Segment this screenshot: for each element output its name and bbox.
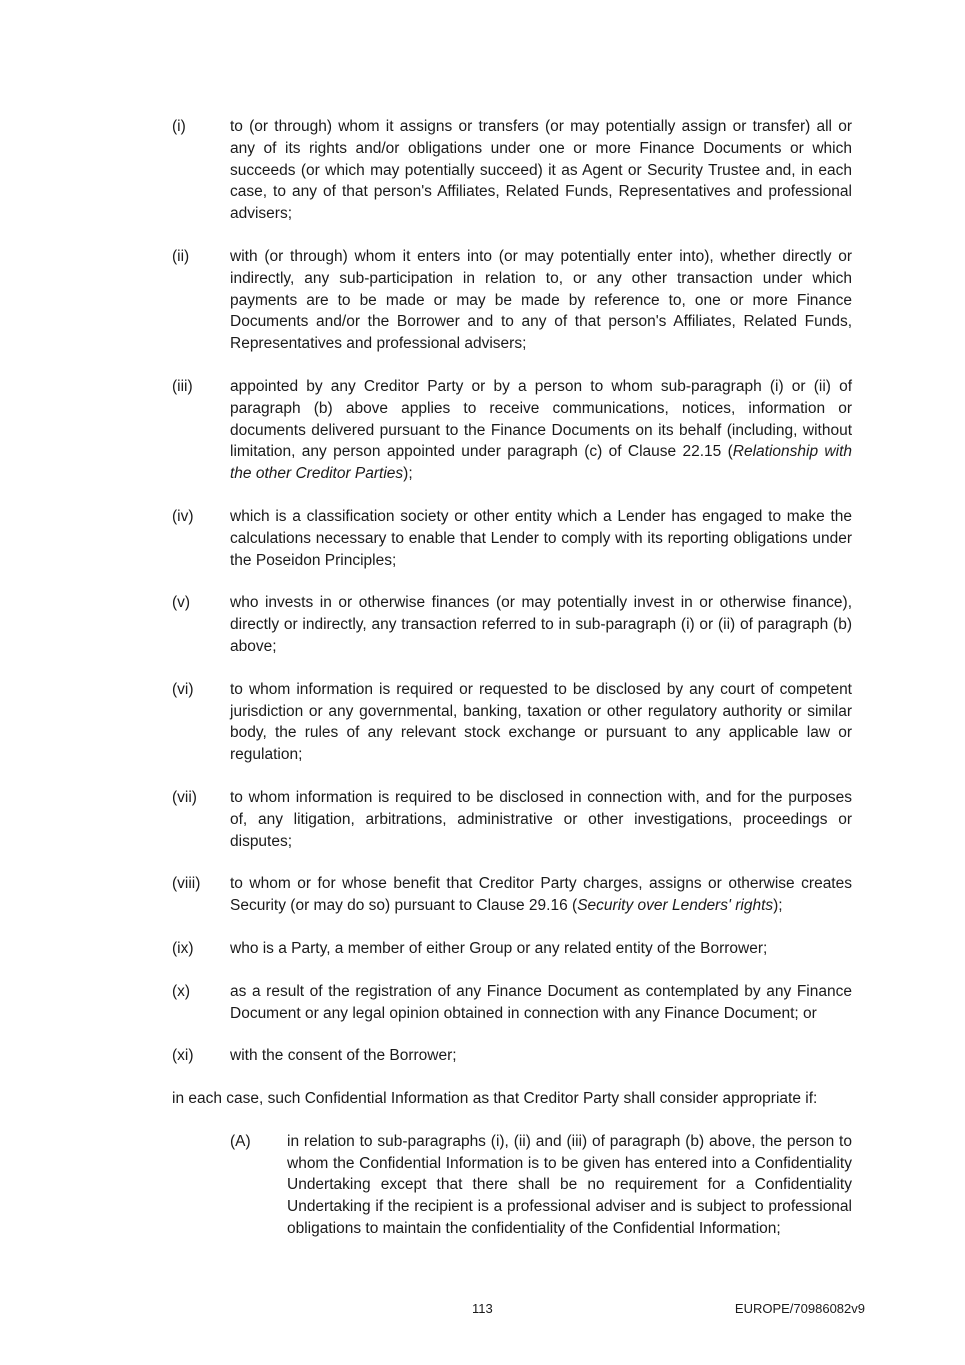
item-text: with the consent of the Borrower;: [230, 1047, 457, 1065]
item-text: to (or through) whom it assigns or transfers (or may potentially assign or transfer) all or any of its rights and/or obligations under one or more Finance Documents or which succeeds (or which may potentially succeed) it as Agent or Security Trustee and, in each case, to any of that person's Affiliates, Related Funds, Representatives and professional advisers;: [230, 118, 852, 223]
clause-reference-italic: Security over Lenders' rights: [577, 897, 774, 915]
list-item-ix: [172, 938, 852, 960]
item-number: (iii): [172, 377, 193, 395]
list-item-xi: [172, 1045, 852, 1067]
item-number: (v): [172, 594, 191, 612]
item-text: [230, 873, 852, 917]
item-number: (vi): [172, 680, 194, 698]
item-text-after: );: [773, 897, 783, 915]
list-item-v: [172, 592, 852, 657]
item-text-after: );: [403, 465, 413, 483]
item-text: which is a classification society or other entity which a Lender has engaged to make the calculations necessary to enable that Lender to comply with its reporting obligations under the Poseidon Principles;: [230, 507, 852, 569]
item-text-before: appointed by any Creditor Party or by a person to whom sub-paragraph (i) or (ii) of paragraph (b) above applies to receive communications, notices, information or documents delivered pursuant to the Finance Documents on its behalf (including, without limitation, any person appointed under paragraph (c) of Clause 22.15 (: [230, 377, 852, 461]
closing-paragraph: in each case, such Confidential Information as that Creditor Party shall consider appropriate if:: [172, 1090, 818, 1108]
item-text: to whom information is required to be disclosed in connection with, and for the purposes of, any litigation, arbitrations, administrative or other investigations, proceedings or disputes;: [230, 788, 852, 850]
item-number: (iv): [172, 507, 194, 525]
sub-item-a: [230, 1131, 852, 1240]
clause-reference-italic: Relationship with the other Creditor Parties: [230, 443, 852, 483]
item-number: (x): [172, 982, 191, 1000]
list-item-iii: [172, 376, 852, 485]
item-number: (ii): [172, 247, 190, 265]
page-number: 113: [472, 1301, 493, 1316]
item-text: to whom information is required or requested to be disclosed by any court of competent jurisdiction or any governmental, banking, taxation or other regulatory authority or similar body, the rules of any relevant stock exchange or pursuant to any applicable law or regulation;: [230, 680, 852, 764]
list-item-iv: [172, 506, 852, 571]
list-item-ii: [172, 246, 852, 355]
list-item-viii: [172, 873, 852, 917]
clause-list: [172, 116, 852, 1240]
item-text: with (or through) whom it enters into (or may potentially enter into), whether directly or indirectly, any sub-participation in relation to, or any other transaction under which payments are to be made or may be made by reference to, one or more Finance Documents and/or the Borrower and to any of that person's Affiliates, Related Funds, Representatives and professional advisers;: [230, 247, 852, 353]
list-item-x: [172, 981, 852, 1025]
list-item-vi: [172, 679, 852, 766]
item-number: (i): [172, 118, 186, 135]
item-text: as a result of the registration of any Finance Document as contemplated by any Finance Document or any legal opinion obtained in connection with any Finance Document; or: [230, 982, 852, 1022]
item-text: who invests in or otherwise finances (or may potentially invest in or otherwise finance), directly or indirectly, any transaction referred to in sub-paragraph (i) or (ii) of paragraph (b) above;: [230, 594, 852, 655]
sub-item-text: in relation to sub-paragraphs (i), (ii) and (iii) of paragraph (b) above, the person to whom the Confidential Information is to be given has entered into a Confidentiality Undertaking except that there shall be no requirement for a Confidentiality Undertaking if the recipient is a professional adviser and is subject to professional obligations to maintain the confidentiality of the Confidential Information;: [287, 1132, 852, 1238]
item-text: [230, 376, 852, 485]
list-item-vii: [172, 787, 852, 852]
item-number: (viii): [172, 875, 201, 893]
item-text: who is a Party, a member of either Group or any related entity of the Borrower;: [230, 939, 768, 957]
item-text-before: to whom or for whose benefit that Creditor Party charges, assigns or otherwise creates Security (or may do so) pursuant to Clause 29.16 (: [230, 875, 852, 915]
item-number: (xi): [172, 1047, 194, 1065]
item-number: (vii): [172, 788, 197, 806]
item-number: (ix): [172, 939, 194, 957]
document-reference: EUROPE/70986082v9: [734, 1301, 865, 1316]
sub-item-number: (A): [230, 1132, 251, 1150]
list-item-i: [172, 116, 852, 225]
